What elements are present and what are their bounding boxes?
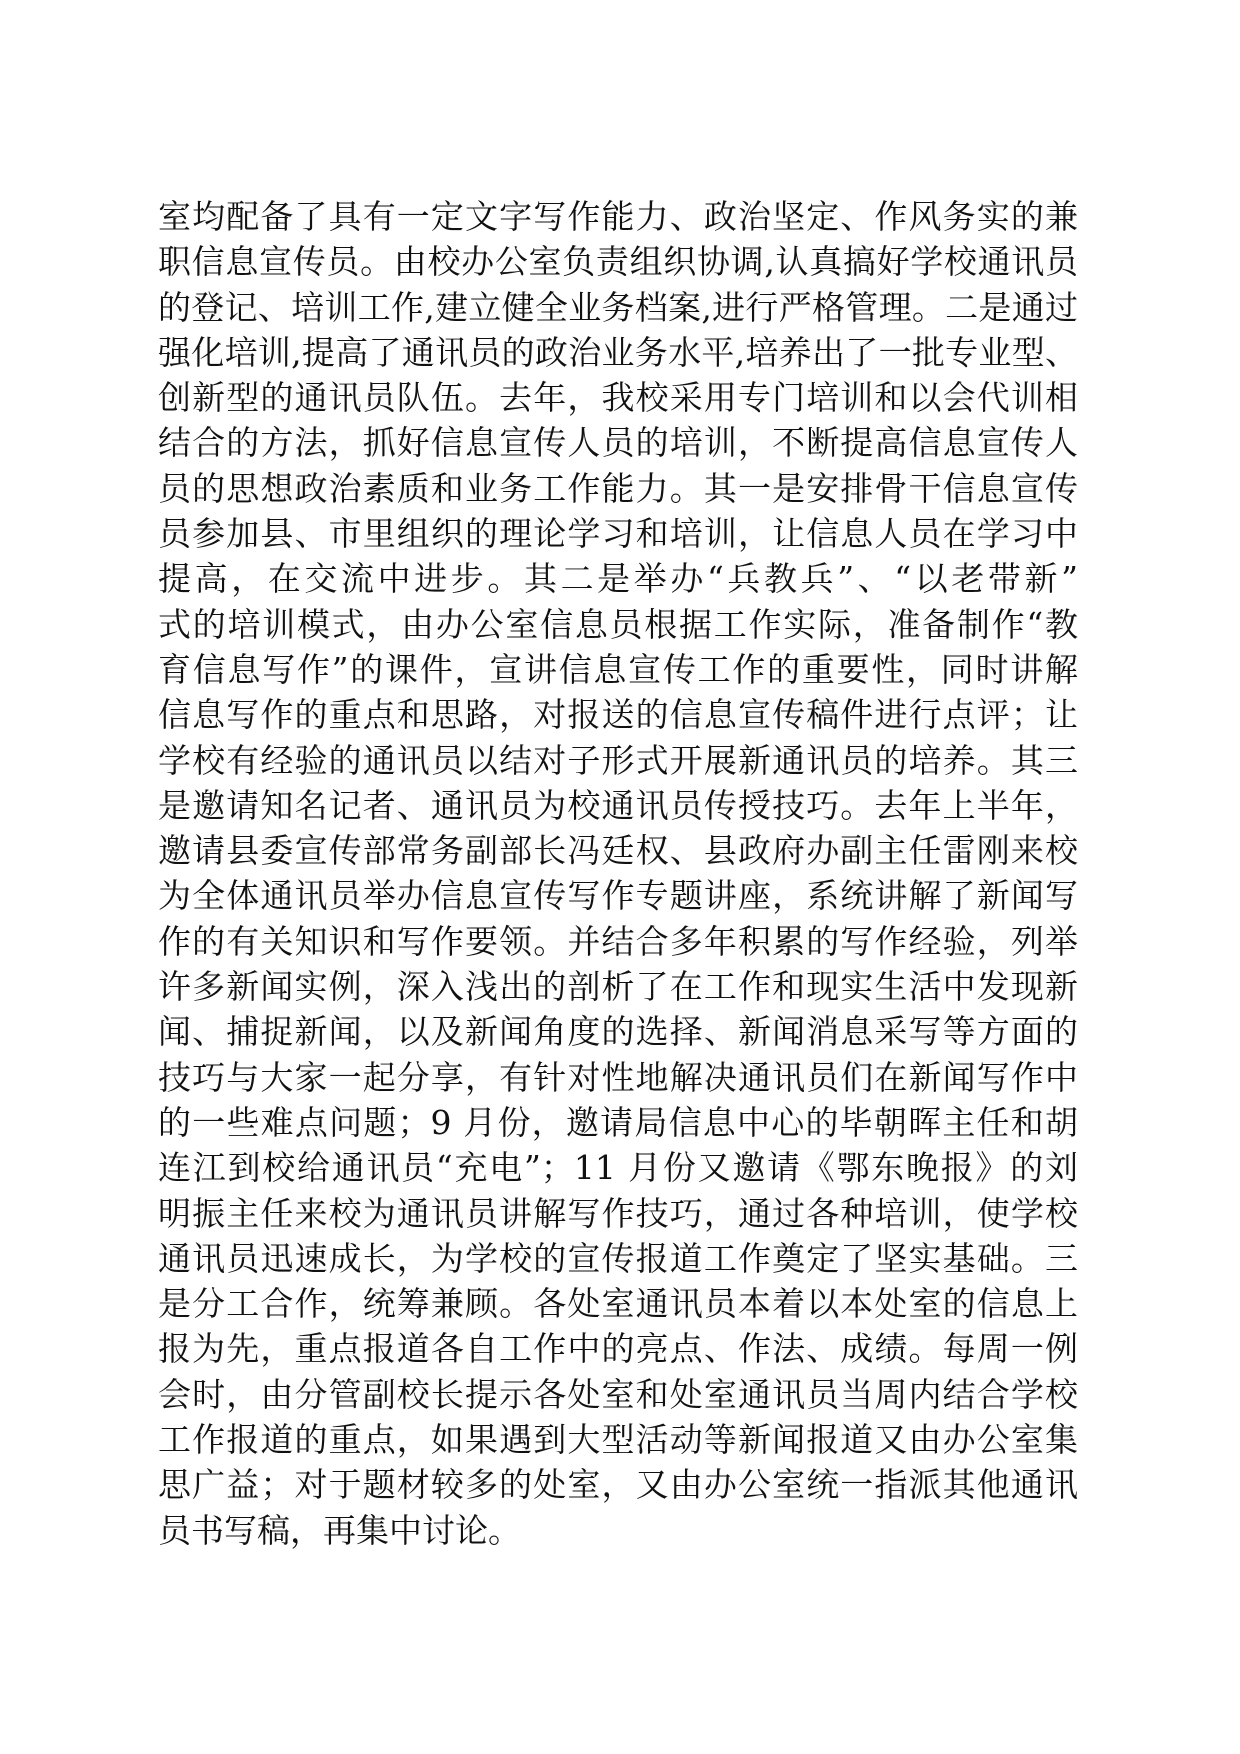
text-line: 职信息宣传员。由校办公室负责组织协调,认真搞好学校通讯员 [158,242,1078,282]
text-line: 提高，在交流中进步。其二是举办“兵教兵”、“以老带新” [158,559,1078,599]
text-line: 信息写作的重点和思路，对报送的信息宣传稿件进行点评；让 [158,695,1078,735]
text-line: 明振主任来校为通讯员讲解写作技巧，通过各种培训，使学校 [158,1193,1078,1233]
text-line: 闻、捕捉新闻，以及新闻角度的选择、新闻消息采写等方面的 [158,1012,1078,1052]
text-line: 强化培训,提高了通讯员的政治业务水平,培养出了一批专业型、 [158,332,1078,372]
text-line: 的登记、培训工作,建立健全业务档案,进行严格管理。二是通过 [158,287,1078,327]
text-line: 邀请县委宣传部常务副部长冯廷权、县政府办副主任雷刚来校 [158,831,1078,871]
text-line: 连江到校给通讯员“充电”；11 月份又邀请《鄂东晚报》的刘 [158,1148,1078,1188]
text-line: 结合的方法，抓好信息宣传人员的培训，不断提高信息宣传人 [158,423,1078,463]
text-line: 员的思想政治素质和业务工作能力。其一是安排骨干信息宣传 [158,468,1078,508]
text-line: 技巧与大家一起分享，有针对性地解决通讯员们在新闻写作中 [158,1057,1078,1097]
text-line: 为全体通讯员举办信息宣传写作专题讲座，系统讲解了新闻写 [158,876,1078,916]
text-line: 式的培训模式，由办公室信息员根据工作实际，准备制作“教 [158,604,1078,644]
body-paragraph [158,194,1078,1553]
text-line: 通讯员迅速成长，为学校的宣传报道工作奠定了坚实基础。三 [158,1238,1078,1278]
text-line: 室均配备了具有一定文字写作能力、政治坚定、作风务实的兼 [158,197,1078,236]
text-line: 是邀请知名记者、通讯员为校通讯员传授技巧。去年上半年， [158,785,1078,825]
text-line: 育信息写作”的课件，宣讲信息宣传工作的重要性，同时讲解 [158,649,1078,689]
text-line: 会时，由分管副校长提示各处室和处室通讯员当周内结合学校 [158,1374,1078,1414]
text-line: 员书写稿，再集中讨论。 [158,1510,521,1550]
text-line: 学校有经验的通讯员以结对子形式开展新通讯员的培养。其三 [158,740,1078,780]
text-line: 的一些难点问题；9 月份，邀请局信息中心的毕朝晖主任和胡 [158,1102,1078,1142]
text-line: 许多新闻实例，深入浅出的剖析了在工作和现实生活中发现新 [158,967,1078,1007]
text-line: 思广益；对于题材较多的处室，又由办公室统一指派其他通讯 [158,1465,1078,1505]
text-line: 创新型的通讯员队伍。去年，我校采用专门培训和以会代训相 [158,378,1078,418]
text-line: 工作报道的重点，如果遇到大型活动等新闻报道又由办公室集 [158,1420,1078,1460]
text-line: 报为先，重点报道各自工作中的亮点、作法、成绩。每周一例 [158,1329,1078,1369]
text-line: 作的有关知识和写作要领。并结合多年积累的写作经验，列举 [158,921,1078,961]
text-line: 是分工合作，统筹兼顾。各处室通讯员本着以本处室的信息上 [158,1284,1078,1324]
text-line: 员参加县、市里组织的理论学习和培训，让信息人员在学习中 [158,514,1078,554]
